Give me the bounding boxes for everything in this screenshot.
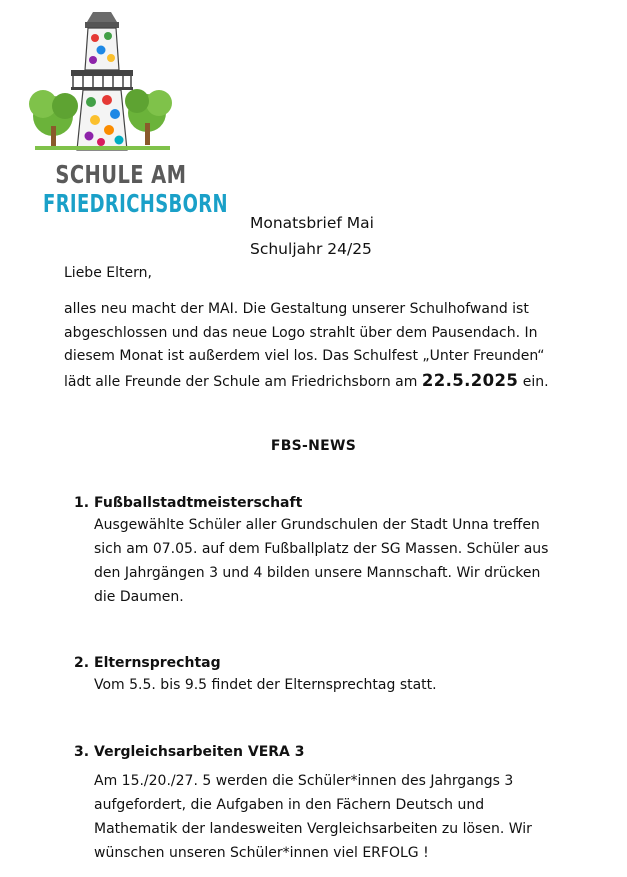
intro-line: diesem Monat ist außerdem viel los. Das Schulfest „Unter Freunden“ [64, 348, 545, 364]
news-heading: FBS-NEWS [270, 438, 357, 454]
body-line: Am 15./20./27. 5 werden die Schüler*innen des Jahrgangs 3 [94, 773, 514, 789]
school-logo [15, 8, 228, 218]
news-item-body [94, 673, 584, 697]
item-title-text: Vergleichsarbeiten VERA 3 [94, 744, 305, 760]
news-item-body [94, 769, 584, 865]
intro-text-end: ein. [518, 373, 549, 390]
item-title-text: Elternsprechtag [94, 655, 221, 671]
item-number: 3. [74, 744, 90, 760]
body-line: aufgefordert, die Aufgaben in den Fächern Deutsch und [94, 797, 485, 813]
news-item-title [74, 744, 584, 760]
body-line: Vom 5.5. bis 9.5 findet der Elternsprechtag statt. [94, 677, 437, 693]
intro-paragraph [64, 298, 584, 394]
body-line: sich am 07.05. auf dem Fußballplatz der SG Massen. Schüler aus [94, 541, 549, 557]
item-number: 1. [74, 495, 90, 511]
news-item [74, 744, 584, 865]
item-number: 2. [74, 655, 90, 671]
news-item [74, 655, 584, 697]
news-item [74, 495, 584, 609]
letter-title: Monatsbrief Mai [250, 214, 374, 232]
intro-line: abgeschlossen und das neue Logo strahlt über dem Pausendach. In [64, 324, 538, 341]
body-line: den Jahrgängen 3 und 4 bilden unsere Mannschaft. Wir drücken [94, 565, 541, 581]
news-item-title [74, 655, 584, 671]
item-title-text: Fußballstadtmeisterschaft [94, 495, 303, 511]
intro-text: lädt alle Freunde der Schule am Friedrichsborn am [64, 373, 422, 390]
salutation: Liebe Eltern, [64, 265, 152, 281]
body-line: Ausgewählte Schüler aller Grundschulen der Stadt Unna treffen [94, 517, 540, 533]
festival-date: 22.5.2025 [421, 370, 519, 390]
news-item-body [94, 513, 584, 609]
body-line: Mathematik der landesweiten Vergleichsarbeiten zu lösen. Wir [94, 821, 532, 837]
tower-illustration [15, 8, 190, 158]
body-line: die Daumen. [94, 589, 184, 605]
news-item-title [74, 495, 584, 511]
intro-line: alles neu macht der MAI. Die Gestaltung unserer Schulhofwand ist [64, 301, 529, 317]
intro-line-last [64, 369, 584, 395]
logo-text-name: FRIEDRICHSBORN [43, 189, 228, 218]
school-year: Schuljahr 24/25 [250, 240, 372, 258]
body-line: wünschen unseren Schüler*innen viel ERFOLG ! [94, 845, 429, 861]
logo-text-school: SCHULE AM [55, 160, 187, 189]
